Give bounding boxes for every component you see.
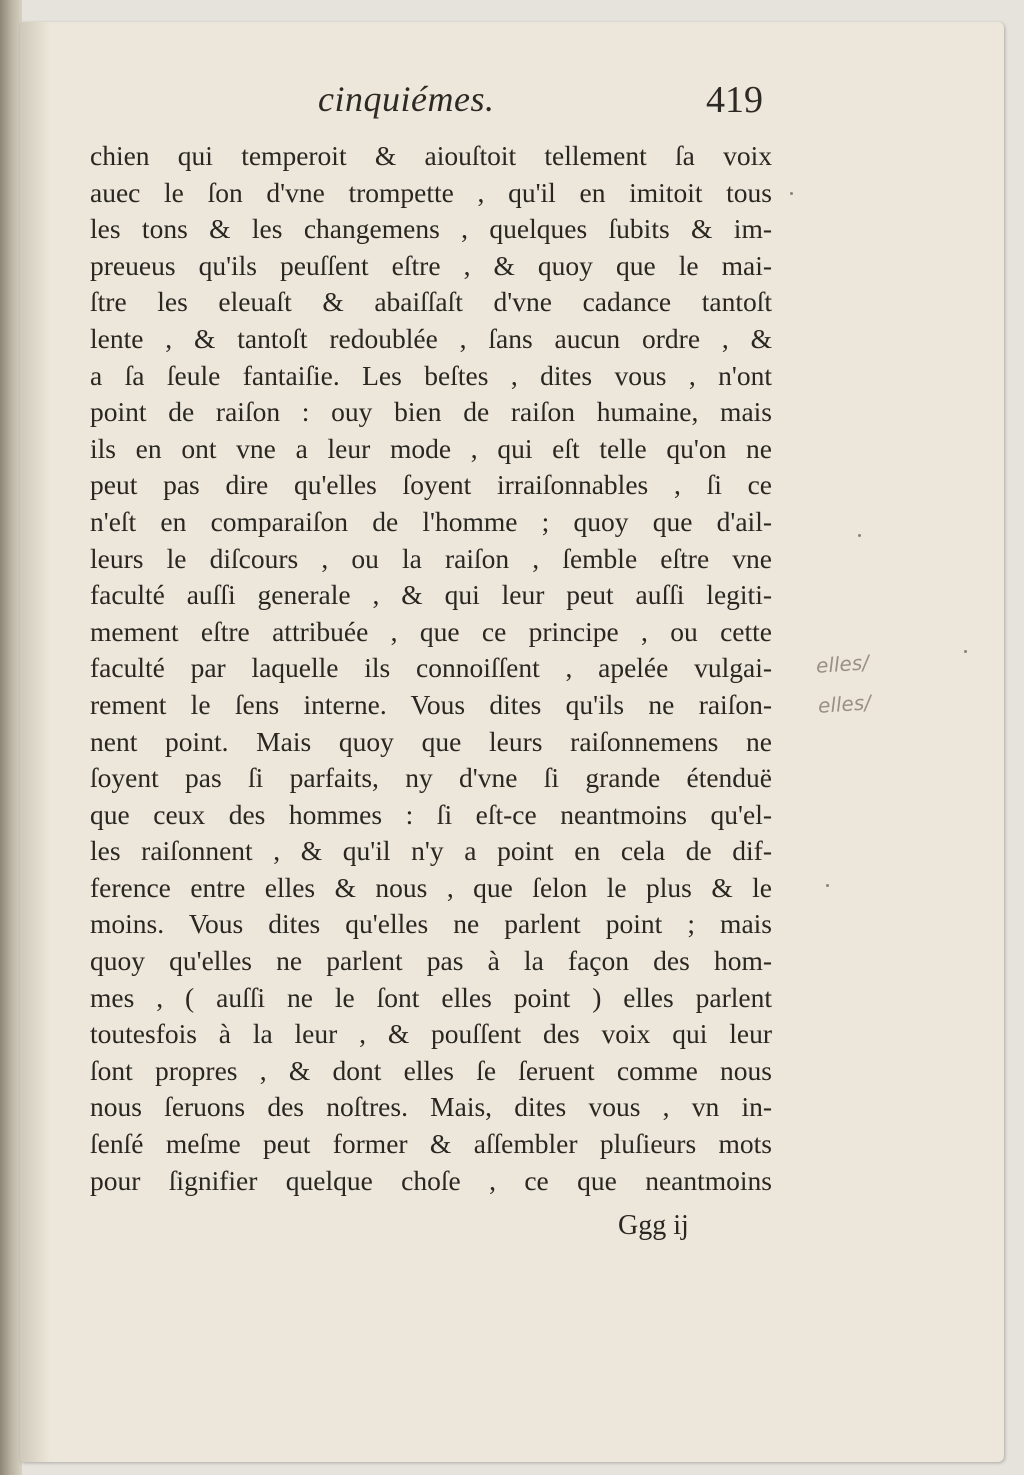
book-page <box>20 22 1004 1462</box>
running-title: cinquiémes. <box>318 79 495 119</box>
handwritten-margin-note: elles/ <box>817 690 872 718</box>
paper-speck <box>858 534 861 537</box>
text-line: a ſa ſeule fantaiſie. Les beſtes , dites vous , n'ont <box>90 359 772 391</box>
text-line: preueus qu'ils peuſſent eſtre , & quoy que le mai- <box>90 249 772 281</box>
text-line: ils en ont vne a leur mode , qui eſt telle qu'on ne <box>90 432 772 464</box>
text-line: toutesfois à la leur , & pouſſent des voix qui leur <box>90 1018 772 1050</box>
paper-speck <box>964 650 967 653</box>
handwritten-margin-note: elles/ <box>815 650 870 678</box>
text-line: mes , ( auſſi ne le ſont elles point ) elles parlent <box>90 981 772 1013</box>
text-line: ſtre les eleuaſt & abaiſſaſt d'vne cadance tantoſt <box>90 286 772 318</box>
paper-speck <box>790 192 793 195</box>
text-line: pour ſignifier quelque choſe , ce que neantmoins <box>90 1164 772 1196</box>
text-line: chien qui temperoit & aiouſtoit tellement ſa voix <box>90 140 772 171</box>
text-line: point de raiſon : ouy bien de raiſon humaine, mais <box>90 396 772 428</box>
text-line: ſenſé meſme peut former & aſſembler pluſieurs mots <box>90 1128 772 1160</box>
text-line: nent point. Mais quoy que leurs raiſonnemens ne <box>90 725 772 757</box>
catchword-signature: Ggg ij <box>618 1210 689 1241</box>
text-line: les tons & les changemens , quelques ſubits & im- <box>90 213 772 245</box>
body-text <box>90 138 772 1199</box>
text-line: peut pas dire qu'elles ſoyent irraiſonnables , ſi ce <box>90 469 772 501</box>
text-line: n'eſt en comparaiſon de l'homme ; quoy que d'ail- <box>90 505 772 537</box>
page-number: 419 <box>706 79 763 121</box>
text-line: moins. Vous dites qu'elles ne parlent point ; mais <box>90 908 772 940</box>
paper-speck <box>826 884 829 887</box>
text-line: mement eſtre attribuée , que ce principe , ou cette <box>90 615 772 647</box>
text-line: rement le ſens interne. Vous dites qu'ils ne raiſon- <box>90 688 772 720</box>
text-line: ference entre elles & nous , que ſelon le plus & le <box>90 871 772 903</box>
text-line: faculté auſſi generale , & qui leur peut auſſi legiti- <box>90 579 772 611</box>
text-line: faculté par laquelle ils connoiſſent , apelée vulgai- <box>90 652 772 684</box>
text-line: quoy qu'elles ne parlent pas à la façon des hom- <box>90 945 772 977</box>
text-line: que ceux des hommes : ſi eſt-ce neantmoins qu'el- <box>90 798 772 830</box>
text-line: ſont propres , & dont elles ſe ſeruent comme nous <box>90 1054 772 1086</box>
text-line: leurs le diſcours , ou la raiſon , ſemble eſtre vne <box>90 542 772 574</box>
text-line: auec le ſon d'vne trompette , qu'il en imitoit tous <box>90 176 772 208</box>
text-line: lente , & tantoſt redoublée , ſans aucun ordre , & <box>90 322 772 354</box>
text-line: les raiſonnent , & qu'il n'y a point en cela de dif- <box>90 835 772 867</box>
book-gutter <box>0 0 22 1475</box>
text-line: nous ſeruons des noſtres. Mais, dites vous , vn in- <box>90 1091 772 1123</box>
text-line: ſoyent pas ſi parfaits, ny d'vne ſi grande étenduë <box>90 762 772 794</box>
